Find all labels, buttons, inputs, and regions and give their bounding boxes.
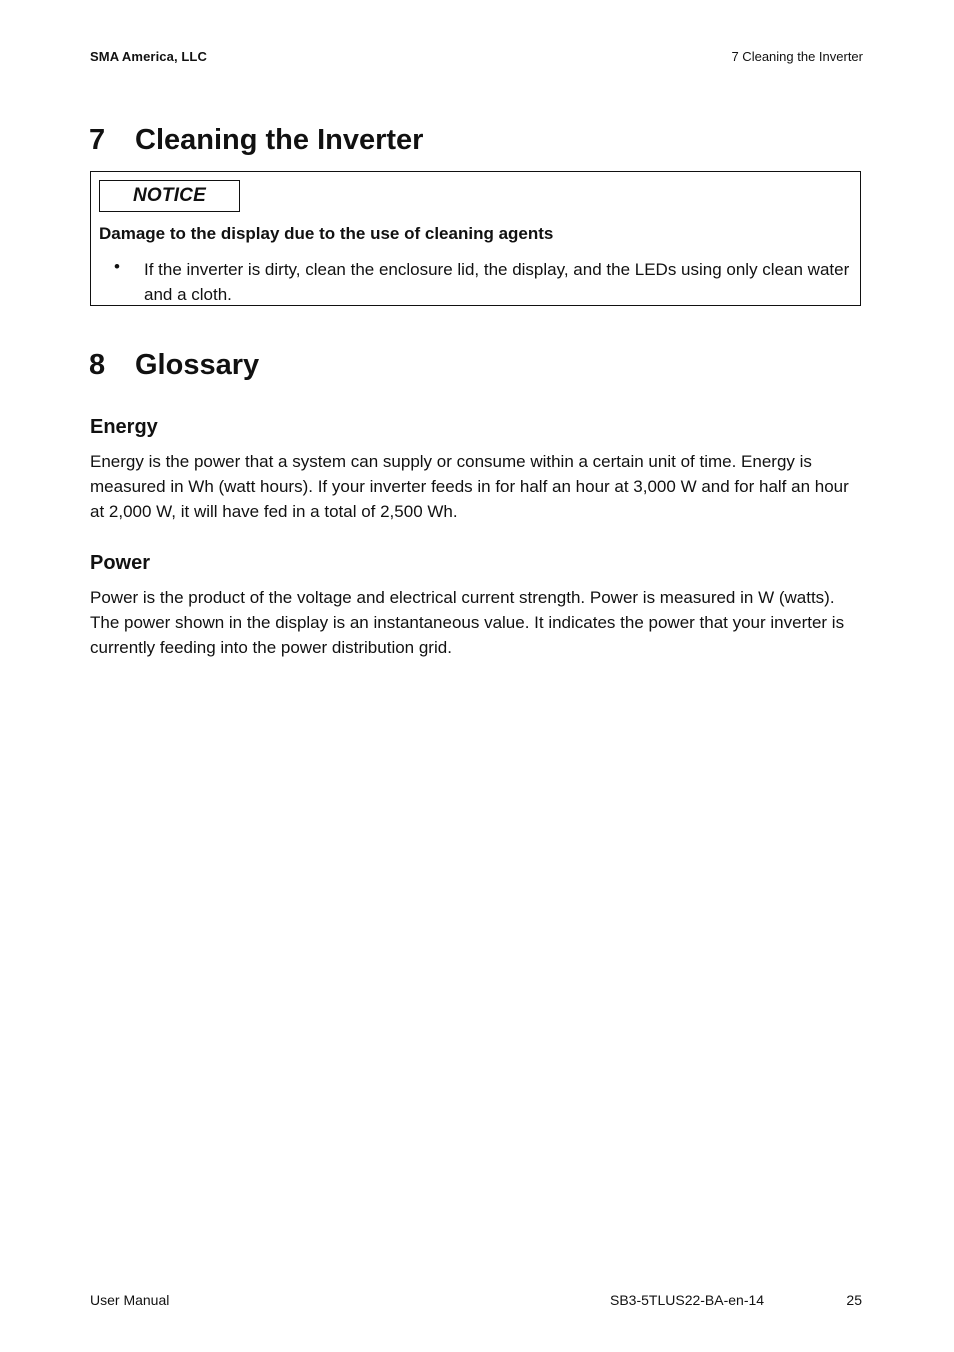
notice-heading: Damage to the display due to the use of cleaning agents	[99, 224, 554, 243]
section-8-number: 8	[89, 349, 106, 381]
section-8-heading	[89, 349, 259, 382]
notice-bullet-text: If the inverter is dirty, clean the enclosure lid, the display, and the LEDs using only clean water and a cloth.	[144, 260, 850, 304]
header-section: 7 Cleaning the Inverter	[731, 49, 863, 64]
section-7-heading	[89, 124, 423, 157]
glossary-term-energy: Energy	[90, 416, 158, 438]
header-company: SMA America, LLC	[90, 49, 207, 64]
notice-label: NOTICE	[99, 180, 240, 212]
footer-doc-code: SB3-5TLUS22-BA-en-14	[610, 1292, 765, 1308]
section-7-number: 7	[89, 124, 106, 156]
glossary-definition-energy: Energy is the power that a system can supply or consume within a certain unit of time. Energy is measured in Wh (watt hours). If your inverter feeds in for half an hour at 3,000 W and for half an hour at 2,000 W, it will have fed in a total of 2,500 Wh.	[90, 452, 849, 521]
section-8-title: Glossary	[135, 349, 260, 381]
section-7-title: Cleaning the Inverter	[135, 124, 424, 156]
glossary-term-power: Power	[90, 552, 151, 574]
footer-doc-type: User Manual	[90, 1292, 170, 1308]
glossary-definition-power: Power is the product of the voltage and electrical current strength. Power is measured in W (watts). The power shown in the display is an instantaneous value. It indicates the power that your inverter is currently feeding into the power distribution grid.	[90, 588, 845, 657]
footer-page-number: 25	[846, 1292, 862, 1308]
bullet-dot-icon: •	[114, 257, 120, 276]
